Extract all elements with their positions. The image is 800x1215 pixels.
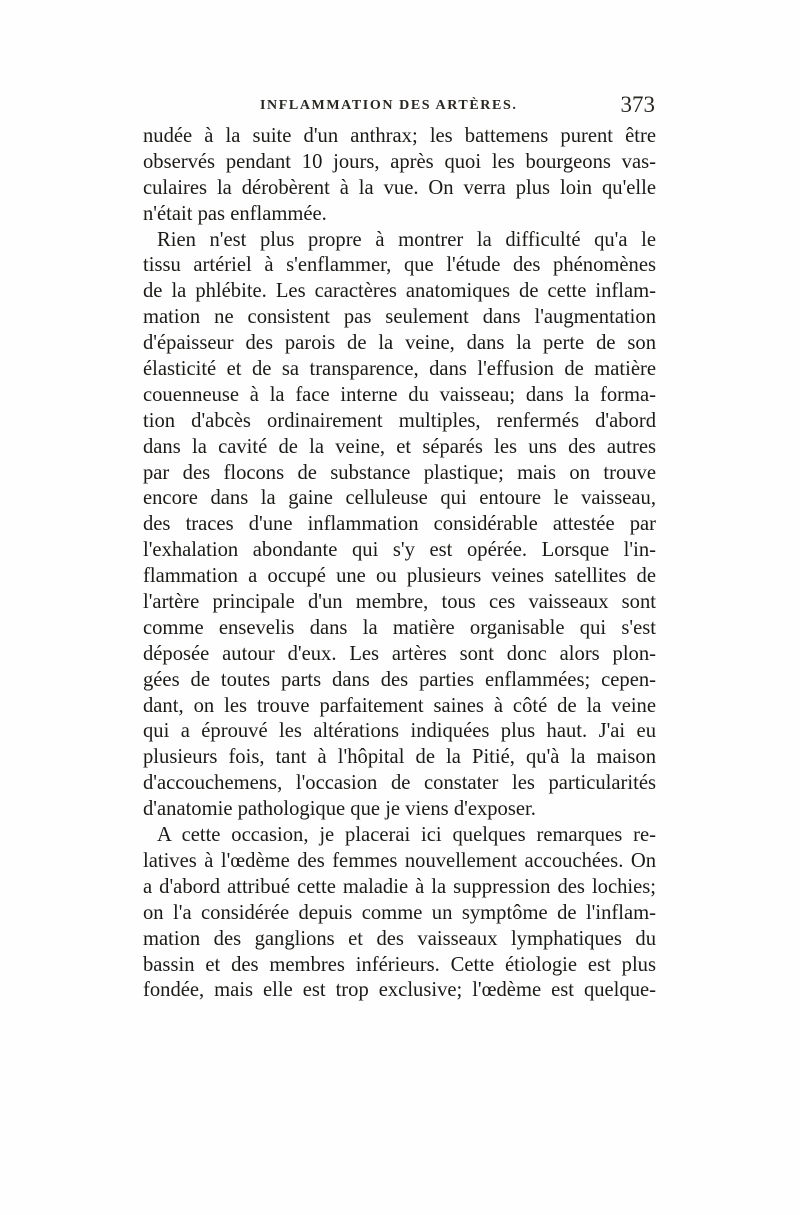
text-line: d'épaisseur des parois de la veine, dans la perte de son bbox=[143, 332, 656, 355]
text-line: tissu artériel à s'enflammer, que l'étude des phénomènes bbox=[143, 254, 656, 277]
text-line: élasticité et de sa transparence, dans l'effusion de matière bbox=[143, 358, 656, 381]
text-line: nudée à la suite d'un anthrax; les battemens purent être bbox=[143, 125, 656, 147]
text-line: mation ne consistent pas seulement dans l'augmentation bbox=[143, 306, 656, 329]
text-line: mation des ganglions et des vaisseaux lymphatiques du bbox=[143, 927, 656, 950]
text-line: d'anatomie pathologique que je viens d'exposer. bbox=[143, 798, 536, 821]
running-title: INFLAMMATION DES ARTÈRES. bbox=[260, 98, 518, 113]
text-line: latives à l'œdème des femmes nouvellement accouchées. On bbox=[143, 849, 656, 872]
text-line: flammation a occupé une ou plusieurs veines satellites de bbox=[143, 565, 656, 588]
page-number: 373 bbox=[620, 92, 655, 117]
text-line: bassin et des membres inférieurs. Cette étiologie est plus bbox=[143, 953, 656, 976]
text-line: par des flocons de substance plastique; mais on trouve bbox=[143, 461, 656, 484]
text-line: gées de toutes parts dans des parties enflammées; cepen- bbox=[143, 668, 656, 691]
text-line: Rien n'est plus propre à montrer la difficulté qu'a le bbox=[157, 228, 656, 251]
text-line: déposée autour d'eux. Les artères sont donc alors plon- bbox=[143, 642, 656, 665]
text-line: encore dans la gaine celluleuse qui entoure le vaisseau, bbox=[143, 487, 656, 510]
text-line: qui a éprouvé les altérations indiquées plus haut. J'ai eu bbox=[143, 720, 656, 743]
text-line: culaires la dérobèrent à la vue. On verra plus loin qu'elle bbox=[143, 176, 656, 199]
text-line: dans la cavité de la veine, et séparés les uns des autres bbox=[143, 435, 656, 458]
text-line: des traces d'une inflammation considérable attestée par bbox=[143, 513, 656, 536]
text-line: n'était pas enflammée. bbox=[143, 202, 327, 225]
text-line: A cette occasion, je placerai ici quelques remarques re- bbox=[157, 824, 656, 847]
text-line: l'exhalation abondante qui s'y est opérée. Lorsque l'in- bbox=[143, 539, 656, 562]
text-line: observés pendant 10 jours, après quoi les bourgeons vas- bbox=[143, 150, 656, 173]
text-line: d'accouchemens, l'occasion de constater les particularités bbox=[143, 772, 656, 795]
text-line: a d'abord attribué cette maladie à la suppression des lochies; bbox=[143, 875, 656, 898]
text-line: fondée, mais elle est trop exclusive; l'œdème est quelque- bbox=[143, 979, 656, 1002]
text-line: comme ensevelis dans la matière organisable qui s'est bbox=[143, 616, 656, 639]
body-text bbox=[143, 124, 656, 1004]
text-line: couenneuse à la face interne du vaisseau; dans la forma- bbox=[143, 383, 656, 406]
text-line: de la phlébite. Les caractères anatomiques de cette inflam- bbox=[143, 280, 656, 303]
text-line: tion d'abcès ordinairement multiples, renfermés d'abord bbox=[143, 409, 656, 432]
text-line: l'artère principale d'un membre, tous ces vaisseaux sont bbox=[143, 591, 656, 614]
text-line: plusieurs fois, tant à l'hôpital de la Pitié, qu'à la maison bbox=[143, 746, 656, 769]
text-line: on l'a considérée depuis comme un symptôme de l'inflam- bbox=[143, 901, 656, 924]
running-head bbox=[145, 92, 655, 122]
text-line: dant, on les trouve parfaitement saines à côté de la veine bbox=[143, 694, 656, 717]
